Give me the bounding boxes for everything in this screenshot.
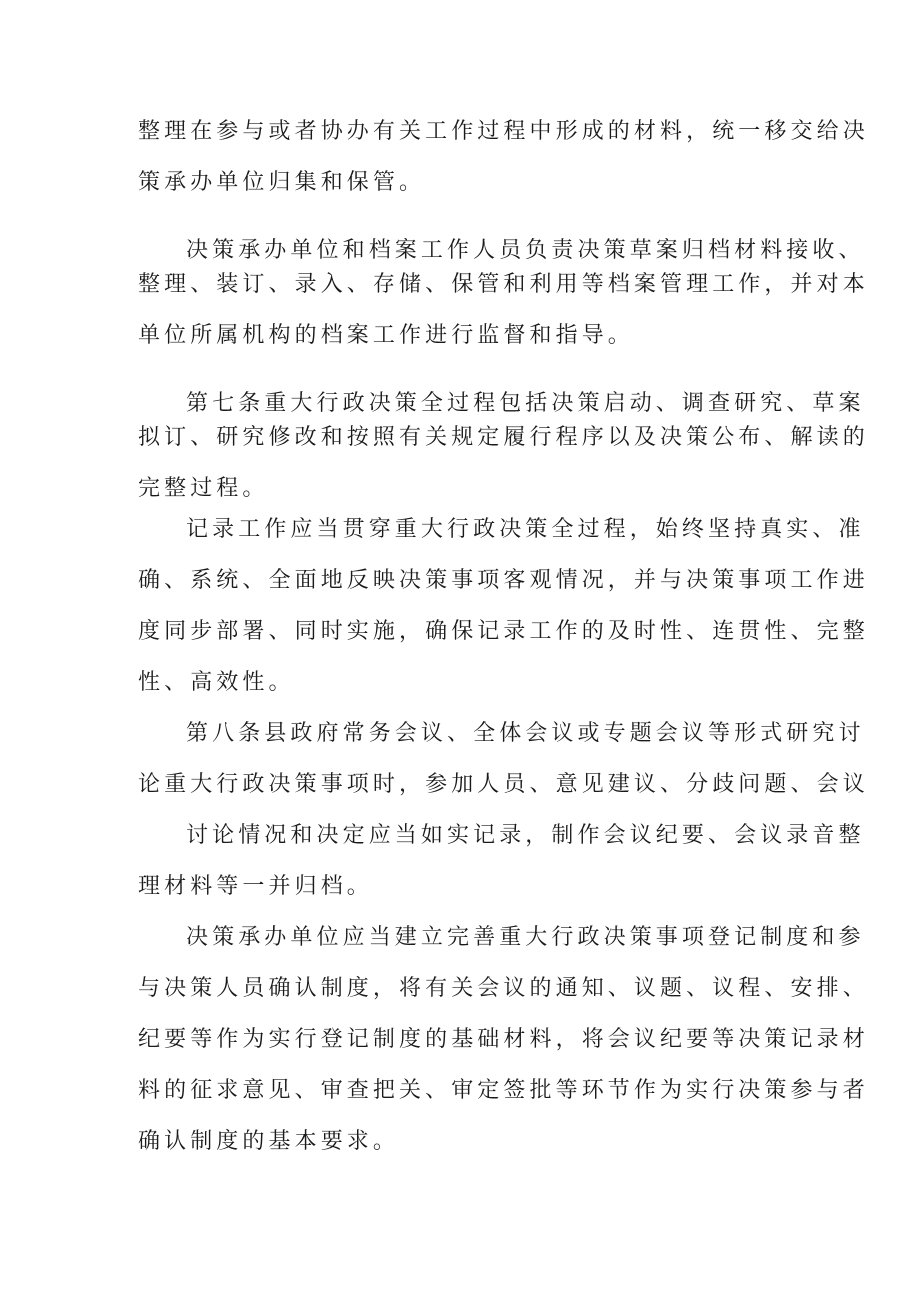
text-line: 度同步部署、同时实施，确保记录工作的及时性、连贯性、完整 xyxy=(138,619,869,644)
text-line: 整理在参与或者协办有关工作过程中形成的材料，统一移交给决 xyxy=(138,119,869,144)
text-line: 理材料等一并归档。 xyxy=(138,874,373,899)
text-line: 论重大行政决策事项时，参加人员、意见建议、分歧问题、会议 xyxy=(138,772,869,797)
text-line: 确、系统、全面地反映决策事项客观情况，并与决策事项工作进 xyxy=(138,568,869,593)
text-line: 整理、装订、录入、存储、保管和利用等档案管理工作，并对本 xyxy=(138,272,869,297)
text-line: 第七条重大行政决策全过程包括决策启动、调查研究、草案 xyxy=(186,391,865,416)
text-line: 确认制度的基本要求。 xyxy=(138,1129,400,1154)
text-line: 纪要等作为实行登记制度的基础材料，将会议纪要等决策记录材 xyxy=(138,1027,869,1052)
text-line: 料的征求意见、审查把关、审定签批等环节作为实行决策参与者 xyxy=(138,1078,869,1103)
text-line: 完整过程。 xyxy=(138,476,269,501)
text-line: 拟订、研究修改和按照有关规定履行程序以及决策公布、解读的 xyxy=(138,425,869,450)
text-line: 记录工作应当贯穿重大行政决策全过程，始终坚持真实、准 xyxy=(186,517,865,542)
text-line: 第八条县政府常务会议、全体会议或专题会议等形式研究讨 xyxy=(186,721,865,746)
text-line: 性、高效性。 xyxy=(138,670,295,695)
text-line: 与决策人员确认制度，将有关会议的通知、议题、议程、安排、 xyxy=(138,976,869,1001)
text-line: 策承办单位归集和保管。 xyxy=(138,170,426,195)
text-line: 决策承办单位应当建立完善重大行政决策事项登记制度和参 xyxy=(186,925,865,950)
text-line: 单位所属机构的档案工作进行监督和指导。 xyxy=(138,323,634,348)
text-line: 决策承办单位和档案工作人员负责决策草案归档材料接收、 xyxy=(186,238,865,263)
text-line: 讨论情况和决定应当如实记录，制作会议纪要、会议录音整 xyxy=(186,823,865,848)
